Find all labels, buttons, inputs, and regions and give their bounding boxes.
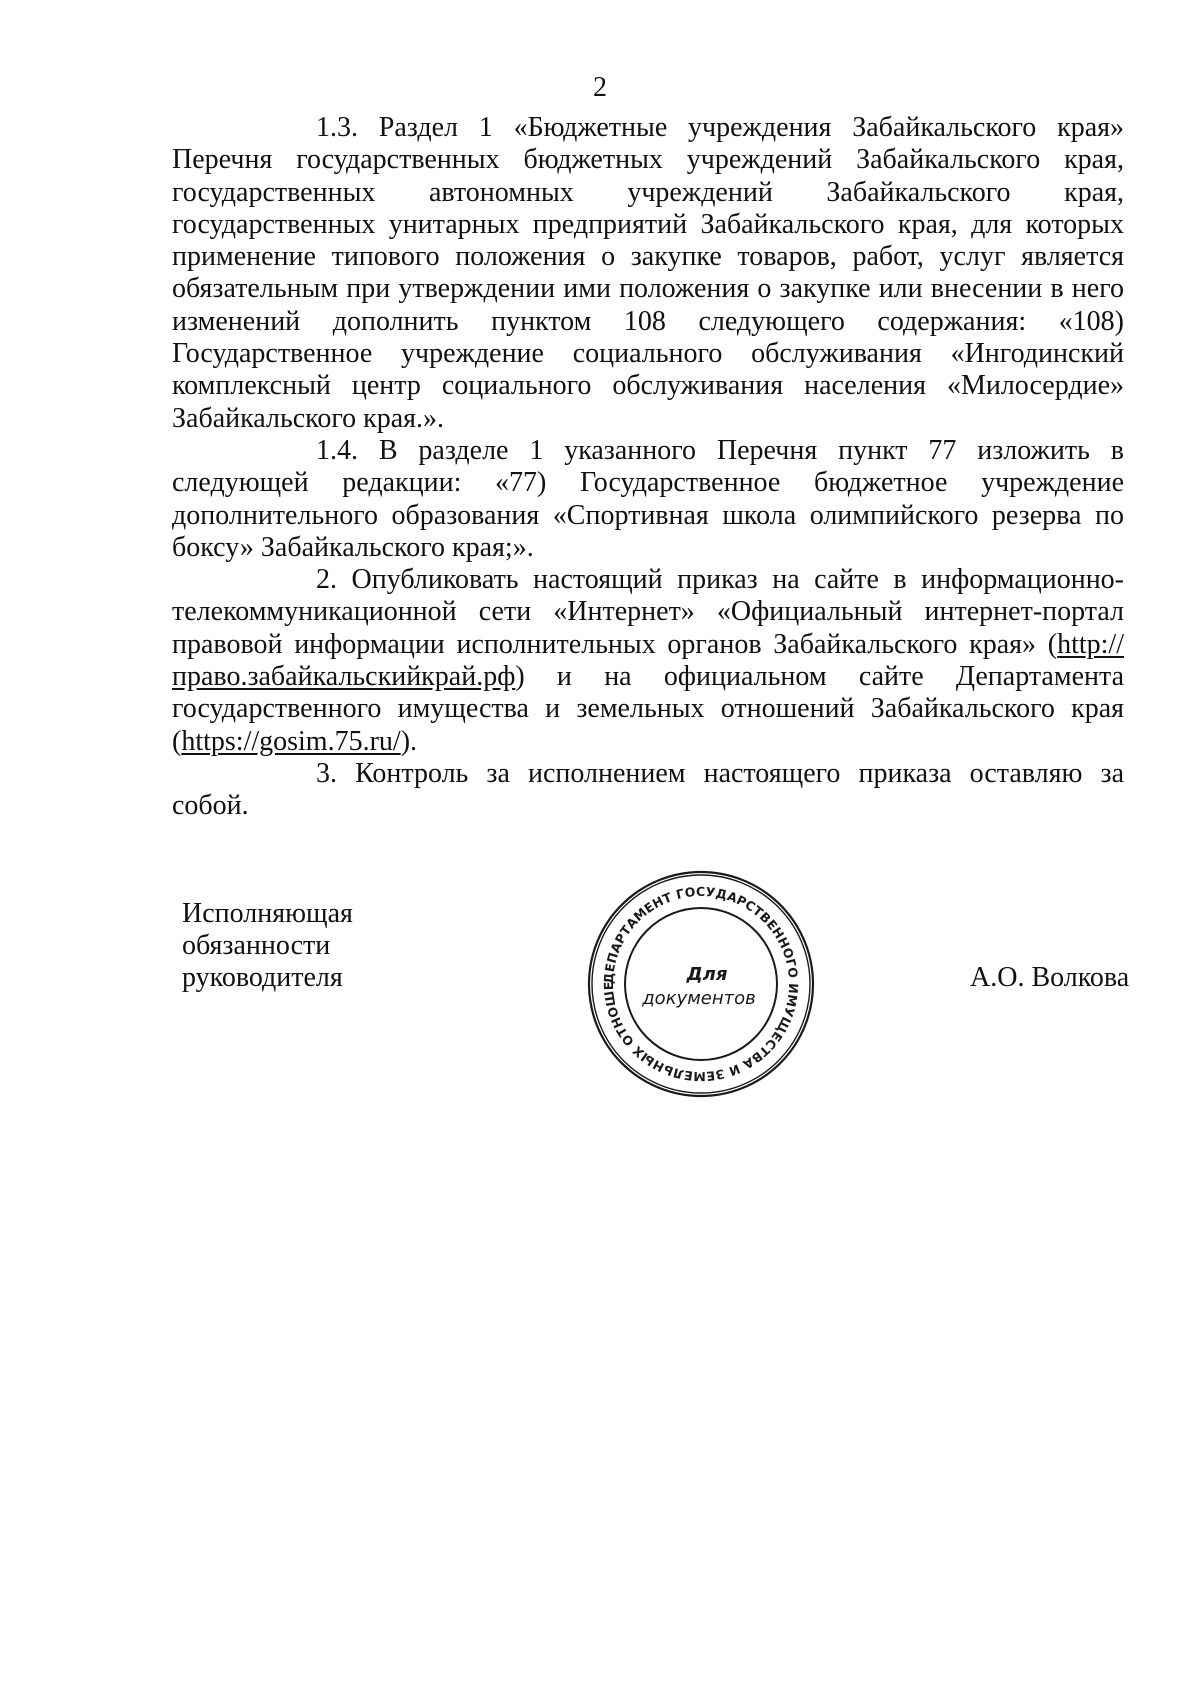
- paragraph-text: ) и на официальном сайте Департамента государственного имущества и земельных отношений Забайкальского края (: [172, 661, 1124, 757]
- paragraph-text: ).: [400, 725, 418, 757]
- paragraph-number: 1.3.: [316, 112, 358, 143]
- signatory-position-line: Исполняющая: [182, 898, 353, 929]
- paragraph-number: 2.: [316, 564, 337, 596]
- document-body: [172, 112, 1124, 823]
- stamp-center-line: Для: [686, 964, 728, 985]
- signatory-position: [182, 898, 353, 994]
- signatory-position-line: руководителя: [182, 962, 343, 993]
- paragraph-text: В разделе 1 указанного Перечня пункт 77 изложить в следующей редакции: «77) Государственное бюджетное учреждение дополнительного образования «Спортивная школа олимпийского резерва по боксу» Забайкальского края;».: [172, 434, 1125, 563]
- paragraph-number: 1.4.: [316, 434, 358, 466]
- paragraph-1-3: [172, 112, 1124, 435]
- page-number: 2: [593, 72, 607, 103]
- official-stamp: [585, 868, 817, 1100]
- paragraph-text: Раздел 1 «Бюджетные учреждения Забайкальского края» Перечня государственных бюджетных учреждений Забайкальского края, государственных автономных учреждений Забайкальского края, государственных унитарных предприятий Забайкальского края, для которых применение типового положения о закупке товаров, работ, услуг является обязательным при утверждении ими положения о закупке или внесении в него изменений дополнить пунктом 108 следующего содержания: «108) Государственное учреждение социального обслуживания «Ингодинский комплексный центр социального обслуживания населения «Милосердие» Забайкальского края.».: [172, 112, 1125, 434]
- paragraph-number: 3.: [316, 757, 337, 789]
- signatory-name: А.О. Волкова: [970, 962, 1130, 993]
- stamp-seal-icon: [585, 868, 817, 1100]
- paragraph-text: Опубликовать настоящий приказ на сайте в информационно-телекоммуникационной сети «Интернет» «Официальный интернет-портал правовой информации исполнительных органов Забайкальского края» (: [172, 564, 1125, 660]
- paragraph-3: [172, 758, 1124, 823]
- paragraph-2: [172, 564, 1124, 758]
- signatory-position-line: обязанности: [182, 930, 331, 961]
- portal-link[interactable]: http://право.забайкальскийкрай.рф: [172, 628, 1124, 693]
- stamp-ring-text: ДЕПАРТАМЕНТ ГОСУДАРСТВЕННОГО ИМУЩЕСТВА И ЗЕМЕЛЬНЫХ ОТНОШЕ: [600, 883, 802, 1085]
- department-site-link[interactable]: https://gosim.75.ru/: [181, 725, 401, 757]
- stamp-center-line: документов: [642, 988, 756, 1009]
- paragraph-1-4: [172, 435, 1124, 564]
- paragraph-text: Контроль за исполнением настоящего приказа оставляю за собой.: [172, 757, 1124, 822]
